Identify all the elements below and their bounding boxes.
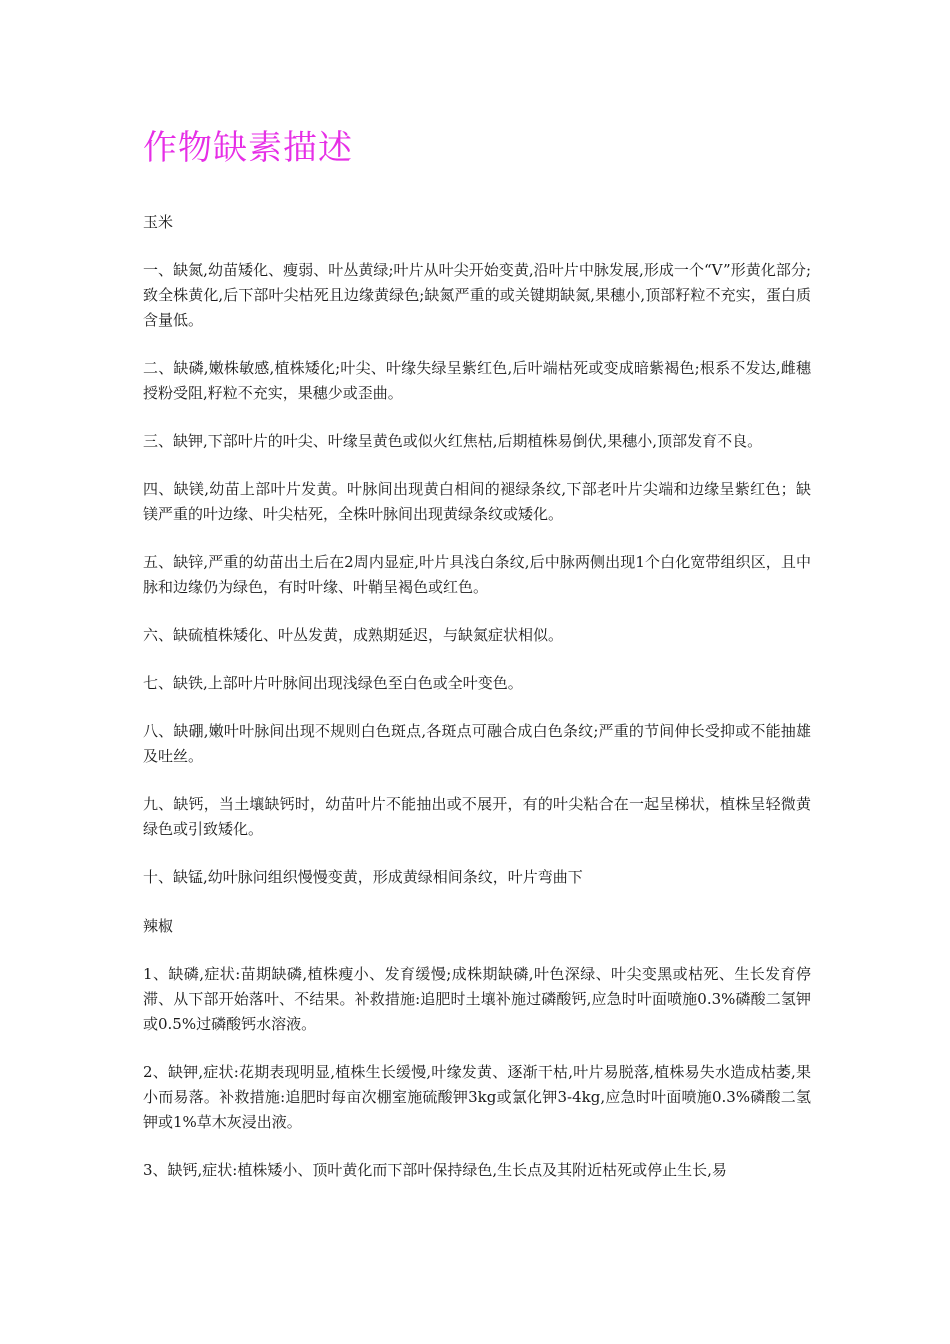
corn-paragraph-potassium: 三、缺钾,下部叶片的叶尖、叶缘呈黄色或似火红焦枯,后期植株易倒伏,果穗小,顶部发育不良。 <box>143 432 763 450</box>
pepper-paragraph-phosphorus: 1、缺磷,症状:苗期缺磷,植株瘦小、发育缓慢;成株期缺磷,叶色深绿、叶尖变黑或枯死、生长发育停滞、从下部开始落叶、不结果。补救措施:追肥时土壤补施过磷酸钙,应急时叶面喷施0.3%磷酸二氢钾或0.5%过磷酸钙水溶液。 <box>143 965 811 1033</box>
section-heading-pepper: 辣椒 <box>143 917 174 935</box>
corn-paragraph-nitrogen: 一、缺氮,幼苗矮化、瘦弱、叶丛黄绿;叶片从叶尖开始变黄,沿叶片中脉发展,形成一个“V”形黄化部分;致全株黄化,后下部叶尖枯死且边缘黄绿色;缺氮严重的或关键期缺氮,果穗小,顶部籽粒不充实，蛋白质含量低。 <box>143 261 811 329</box>
pepper-paragraph-potassium: 2、缺钾,症状:花期表现明显,植株生长缓慢,叶缘发黄、逐渐干枯,叶片易脱落,植株易失水造成枯萎,果小而易落。补救措施:追肥时每亩次棚室施硫酸钾3kg或氯化钾3-4kg,应急时叶面喷施0.3%磷酸二氢钾或1%草木灰浸出液。 <box>143 1063 811 1131</box>
corn-paragraph-magnesium: 四、缺镁,幼苗上部叶片发黄。叶脉间出现黄白相间的褪绿条纹,下部老叶片尖端和边缘呈紫红色；缺镁严重的叶边缘、叶尖枯死，全株叶脉间出现黄绿条纹或矮化。 <box>143 480 811 523</box>
corn-paragraph-calcium: 九、缺钙，当土壤缺钙时，幼苗叶片不能抽出或不展开，有的叶尖粘合在一起呈梯状，植株呈轻微黄绿色或引致矮化。 <box>143 795 811 838</box>
section-pepper <box>143 913 811 1183</box>
corn-paragraph-phosphorus: 二、缺磷,嫩株敏感,植株矮化;叶尖、叶缘失绿呈紫红色,后叶端枯死或变成暗紫褐色;根系不发达,雌穗授粉受阻,籽粒不充实，果穗少或歪曲。 <box>143 359 811 402</box>
corn-paragraph-manganese: 十、缺锰,幼叶脉问组织慢慢变黄，形成黄绿相间条纹，叶片弯曲下 <box>143 868 583 886</box>
corn-paragraph-boron: 八、缺硼,嫩叶叶脉间出现不规则白色斑点,各斑点可融合成白色条纹;严重的节间伸长受抑或不能抽雄及吐丝。 <box>143 722 811 765</box>
document-title: 作物缺素描述 <box>143 128 353 168</box>
corn-paragraph-sulfur: 六、缺硫植株矮化、叶丛发黄，成熟期延迟，与缺氮症状相似。 <box>143 626 564 644</box>
document-page <box>143 118 811 1206</box>
section-corn <box>143 209 811 890</box>
corn-paragraph-iron: 七、缺铁,上部叶片叶脉间出现浅绿色至白色或全叶变色。 <box>143 674 523 692</box>
pepper-paragraph-calcium: 3、缺钙,症状:植株矮小、顶叶黄化而下部叶保持绿色,生长点及其附近枯死或停止生长,易 <box>143 1161 727 1179</box>
section-heading-corn: 玉米 <box>143 213 174 231</box>
corn-paragraph-zinc: 五、缺锌,严重的幼苗出土后在2周内显症,叶片具浅白条纹,后中脉两侧出现1个白化宽带组织区，且中脉和边缘仍为绿色，有时叶缘、叶鞘呈褐色或红色。 <box>143 553 811 596</box>
